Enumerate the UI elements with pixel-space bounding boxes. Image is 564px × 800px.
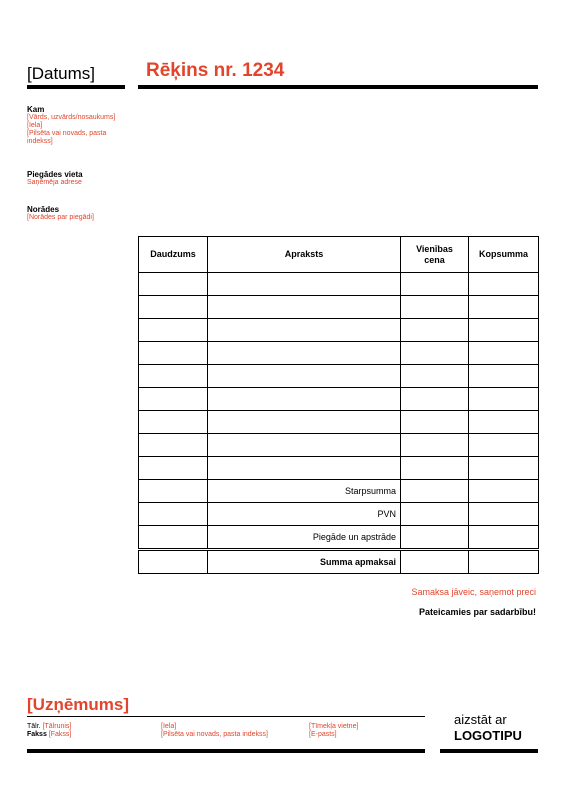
logo-placeholder-line1: aizstāt ar bbox=[454, 712, 507, 727]
footer-contact bbox=[27, 723, 71, 739]
table-row bbox=[139, 434, 539, 457]
shipping-label: Piegāde un apstrāde bbox=[208, 526, 401, 550]
recipient-street: [Iela] bbox=[27, 122, 43, 129]
total-value[interactable] bbox=[469, 550, 539, 574]
table-row bbox=[139, 411, 539, 434]
table-row bbox=[139, 365, 539, 388]
cell[interactable] bbox=[401, 550, 469, 574]
footer-web bbox=[309, 723, 358, 739]
cell[interactable] bbox=[401, 457, 469, 480]
vat-row bbox=[139, 503, 539, 526]
footer-street: [Iela] bbox=[161, 723, 177, 730]
cell[interactable] bbox=[469, 273, 539, 296]
total-label: Summa apmaksai bbox=[208, 550, 401, 574]
cell[interactable] bbox=[139, 411, 208, 434]
table-row bbox=[139, 342, 539, 365]
shipping-row bbox=[139, 526, 539, 550]
cell[interactable] bbox=[208, 296, 401, 319]
notes-label: Norādes bbox=[27, 205, 60, 214]
footer-thin-rule bbox=[27, 716, 425, 717]
recipient-label: Kam bbox=[27, 105, 45, 114]
subtotal-value[interactable] bbox=[469, 480, 539, 503]
cell[interactable] bbox=[139, 457, 208, 480]
cell[interactable] bbox=[469, 411, 539, 434]
cell[interactable] bbox=[139, 342, 208, 365]
vat-value[interactable] bbox=[469, 503, 539, 526]
cell[interactable] bbox=[208, 411, 401, 434]
cell[interactable] bbox=[469, 319, 539, 342]
cell[interactable] bbox=[469, 457, 539, 480]
table-row bbox=[139, 296, 539, 319]
cell[interactable] bbox=[139, 319, 208, 342]
table-row bbox=[139, 388, 539, 411]
fax-label: Fakss bbox=[27, 731, 47, 738]
cell[interactable] bbox=[139, 296, 208, 319]
shipping-value[interactable] bbox=[469, 526, 539, 550]
cell[interactable] bbox=[208, 457, 401, 480]
footer-city: [Pilsēta vai novads, pasta indekss] bbox=[161, 731, 269, 738]
cell[interactable] bbox=[401, 342, 469, 365]
col-description: Apraksts bbox=[208, 237, 401, 273]
cell[interactable] bbox=[139, 434, 208, 457]
cell[interactable] bbox=[401, 434, 469, 457]
cell[interactable] bbox=[401, 296, 469, 319]
cell bbox=[139, 550, 208, 574]
cell[interactable] bbox=[401, 273, 469, 296]
footer-rule-right bbox=[440, 749, 538, 753]
recipient-name: [Vārds, uzvārds/nosaukums] bbox=[27, 114, 116, 121]
phone-label: Tālr. bbox=[27, 723, 41, 730]
cell[interactable] bbox=[208, 434, 401, 457]
vat-label: PVN bbox=[208, 503, 401, 526]
recipient-postcode: indekss] bbox=[27, 138, 53, 145]
cell[interactable] bbox=[139, 365, 208, 388]
cell[interactable] bbox=[469, 365, 539, 388]
footer-rule-left bbox=[27, 749, 425, 753]
cell[interactable] bbox=[208, 342, 401, 365]
cell[interactable] bbox=[401, 388, 469, 411]
header-rule-left bbox=[27, 85, 125, 89]
recipient-block bbox=[27, 105, 137, 146]
fax-value: [Fakss] bbox=[48, 731, 72, 738]
footer-website: [Tīmekļa vietne] bbox=[309, 723, 359, 730]
table-row bbox=[139, 273, 539, 296]
table-row bbox=[139, 457, 539, 480]
logo-placeholder-line2: LOGOTIPU bbox=[454, 728, 522, 743]
company-name: [Uzņēmums] bbox=[27, 695, 130, 714]
notes-value: [Norādes par piegādi] bbox=[27, 214, 94, 221]
thanks-message: Pateicamies par sadarbību! bbox=[418, 607, 536, 617]
col-total: Kopsumma bbox=[469, 237, 539, 273]
cell bbox=[139, 503, 208, 526]
notes-block bbox=[27, 205, 137, 222]
phone-value: [Tālrunis] bbox=[42, 723, 72, 730]
subtotal-row bbox=[139, 480, 539, 503]
cell[interactable] bbox=[208, 319, 401, 342]
cell[interactable] bbox=[401, 480, 469, 503]
col-unit-price: Vienības cena bbox=[401, 237, 469, 273]
cell bbox=[139, 526, 208, 550]
table-row bbox=[139, 319, 539, 342]
recipient-city: [Pilsēta vai novads, pasta bbox=[27, 130, 107, 137]
cell[interactable] bbox=[401, 411, 469, 434]
cell[interactable] bbox=[139, 273, 208, 296]
cell[interactable] bbox=[401, 503, 469, 526]
col-quantity: Daudzums bbox=[139, 237, 208, 273]
cell[interactable] bbox=[401, 526, 469, 550]
delivery-block bbox=[27, 170, 137, 187]
footer-email: [E-pasts] bbox=[309, 731, 337, 738]
cell[interactable] bbox=[139, 388, 208, 411]
footer-address bbox=[161, 723, 268, 739]
payment-note: Samaksa jāveic, saņemot preci bbox=[411, 587, 536, 597]
cell[interactable] bbox=[469, 434, 539, 457]
invoice-date: [Datums] bbox=[27, 64, 96, 83]
total-row bbox=[139, 550, 539, 574]
cell[interactable] bbox=[469, 342, 539, 365]
cell[interactable] bbox=[469, 296, 539, 319]
delivery-value: Saņēmēja adrese bbox=[27, 179, 82, 186]
cell[interactable] bbox=[208, 388, 401, 411]
cell bbox=[139, 480, 208, 503]
invoice-title: Rēķins nr. 1234 bbox=[146, 60, 285, 81]
cell[interactable] bbox=[208, 365, 401, 388]
subtotal-label: Starpsumma bbox=[208, 480, 401, 503]
cell[interactable] bbox=[469, 388, 539, 411]
header-rule-right bbox=[138, 85, 538, 89]
invoice-table bbox=[138, 236, 539, 574]
table-header-row bbox=[139, 237, 539, 273]
cell[interactable] bbox=[401, 319, 469, 342]
cell[interactable] bbox=[208, 273, 401, 296]
delivery-label: Piegādes vieta bbox=[27, 170, 83, 179]
cell[interactable] bbox=[401, 365, 469, 388]
